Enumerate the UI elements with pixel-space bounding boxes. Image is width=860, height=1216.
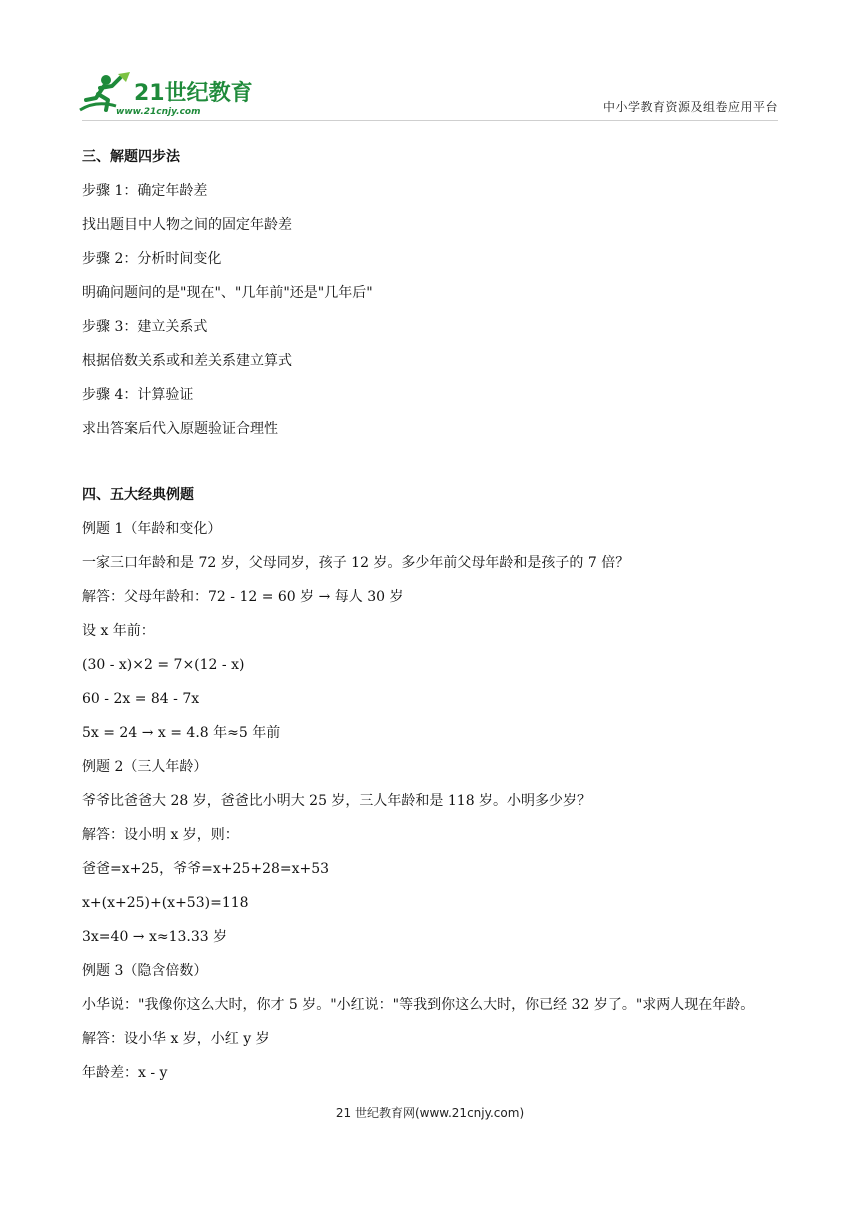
logo-main-text: 21世纪教育 [134, 81, 253, 106]
example-line: 60 - 2x = 84 - 7x [82, 691, 200, 707]
section-gap [82, 446, 782, 478]
example-line: 一家三口年龄和是 72 岁，父母同岁，孩子 12 岁。多少年前父母年龄和是孩子的 7 倍？ [82, 555, 630, 571]
section-heading-examples: 四、五大经典例题 [82, 487, 194, 503]
example-line: 解答：父母年龄和：72 - 12 = 60 岁 → 每人 30 岁 [82, 589, 404, 605]
step-line: 步骤 4：计算验证 [82, 387, 194, 403]
page-footer: 21 世纪教育网(www.21cnjy.com) [335, 1106, 525, 1120]
example-line: 解答：设小华 x 岁，小红 y 岁 [82, 1031, 270, 1047]
step-line: 找出题目中人物之间的固定年龄差 [82, 217, 292, 233]
step-line: 步骤 3：建立关系式 [82, 319, 208, 335]
step-line: 步骤 2：分析时间变化 [82, 251, 222, 267]
example-line: 小华说："我像你这么大时，你才 5 岁。"小红说："等我到你这么大时，你已经 32 岁了。"求两人现在年龄。 [82, 997, 755, 1013]
step-line: 求出答案后代入原题验证合理性 [82, 421, 278, 437]
example-line: 年龄差：x - y [82, 1065, 168, 1081]
example-line: 爷爷比爸爸大 28 岁，爸爸比小明大 25 岁，三人年龄和是 118 岁。小明多少岁？ [82, 793, 592, 809]
step-line: 明确问题问的是"现在"、"几年前"还是"几年后" [82, 285, 373, 301]
example-line: x+(x+25)+(x+53)=118 [82, 895, 249, 911]
header-divider [82, 120, 778, 121]
example-line: 3x=40 → x≈13.33 岁 [82, 929, 228, 945]
example-line: 例题 3（隐含倍数） [82, 963, 208, 979]
site-logo[interactable] [76, 70, 256, 118]
step-line: 步骤 1：确定年龄差 [82, 183, 208, 199]
example-line: (30 - x)×2 = 7×(12 - x) [82, 657, 245, 673]
running-man-logo-icon [76, 70, 256, 118]
page-header [0, 0, 860, 125]
step-line: 根据倍数关系或和差关系建立算式 [82, 353, 292, 369]
logo-url-text: www.21cnjy.com [116, 107, 201, 117]
example-line: 解答：设小明 x 岁，则： [82, 827, 239, 843]
example-line: 设 x 年前： [82, 623, 155, 639]
document-body [82, 140, 782, 1090]
example-line: 例题 1（年龄和变化） [82, 521, 222, 537]
example-line: 例题 2（三人年龄） [82, 759, 208, 775]
platform-label: 中小学教育资源及组卷应用平台 [602, 100, 778, 114]
example-line: 爸爸=x+25，爷爷=x+25+28=x+53 [82, 861, 330, 877]
example-line: 5x = 24 → x = 4.8 年≈5 年前 [82, 725, 281, 741]
section-heading-steps: 三、解题四步法 [82, 149, 180, 165]
